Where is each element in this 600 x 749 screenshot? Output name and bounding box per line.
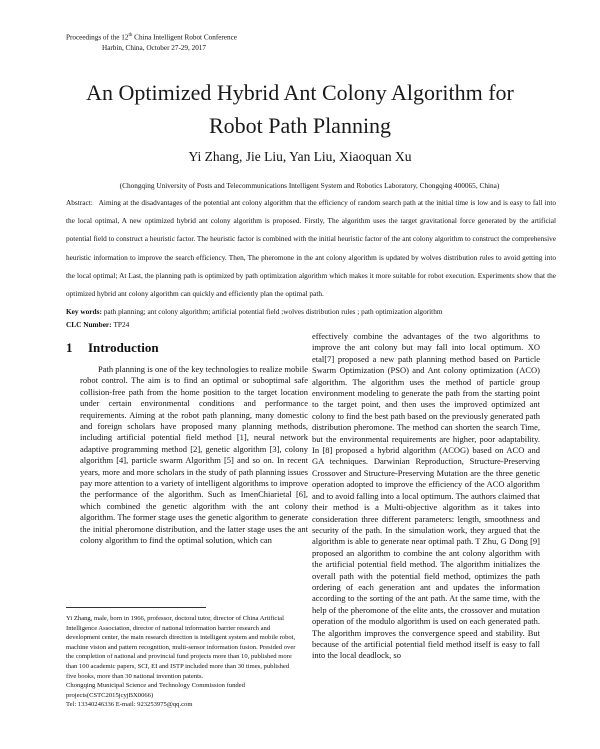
funding-note: Chongqing Municipal Science and Technology Commission funded projects(CSTC2015jcyjBX0066): [66, 682, 245, 699]
intro-paragraph-continued: effectively combine the advantages of the two algorithms to improve the ant colony but may fall into local optimum. XO etal[7] proposed a new path planning method based on Particle Swarm Optimization (PSO) and Ant colony optimization (ACO) algorithm. The algorithm uses the method of particle group environment modeling to generate the path from the starting point to the target point, and then uses the improved optimized ant colony to find the best path based on the previously generated path distribution pheromone. The method can shorten the search Time, but the environmental requirements are higher, poor adaptability. In [8] proposed a hybrid algorithm (ACOG) based on ACO and GA techniques. Darwinian Reproduction, Structure-Preserving Crossover and Structure-Preserving Mutation are the three genetic operation adopted to improve the efficiency of the ACO algorithm and to avoid falling into a local optimum. The authors claimed that their method is a Multi-objective algorithm as it takes into consideration three different parameters: length, smoothness and security of the path. In the simulation work, they argued that the algorithm is able to generate near optimal path. T Zhu, G Dong [9] proposed an algorithm to combine the ant colony algorithm with the artificial potential field method. The algorithm initializes the overall path with the potential field method, optimizes the path ordering of each generation ant and updates the information according to the sorting of the ant path. At the same time, with the help of the pheromone of the elite ants, the crossover and mutation operation of the modulo algorithm is used on each generated path. The algorithm improves the convergence speed and stability. But because of the artificial potential field method itself is easy to fall into the local deadlock, so: [312, 331, 540, 661]
proceedings-name: Proceedings of the 12th China Intelligent Robot Conference: [66, 33, 237, 42]
title-line-1: An Optimized Hybrid Ant Colony Algorithm for: [86, 80, 514, 105]
footnote-divider: [66, 607, 206, 608]
clc-number: [66, 320, 129, 329]
keywords: [66, 303, 556, 321]
section-number: 1: [66, 340, 73, 355]
proceedings-location-date: Harbin, China, October 27-29, 2017: [102, 44, 206, 53]
author-bio: Yi Zhang, male, born in 1966, professor, doctoral tutor, director of China Artificial Intelligence Association, director of national information barrier research and development center, the main research direction is intelligent system and mobile robot, machine vision and pattern recognition, multi-sensor information fusion. Presided over the completion of national and provincial fund projects more than 10, published more than 100 academic papers, SCI, EI and ISTP included more than 30 times, published five books, more than 30 national invention patents.: [66, 615, 296, 680]
abstract-text: Aiming at the disadvantages of the potential ant colony algorithm that the efficiency of random search path at the initial time is low and is easy to fall into the local optimal, A new optimized hybrid ant colony algorithm is proposed. Firstly, The algorithm uses the target gravitational force generated by the artificial potential field to construct a heuristic factor. The heuristic factor is combined with the initial heuristic factor of the ant colony algorithm to construct the comprehensive heuristic information to improve the search efficiency. Then, The pheromone in the ant colony algorithm is updated by wolves distribution rules to avoid getting into the local optimal; At Last, the planning path is optimized by path optimization algorithm which makes it more suitable for robot execution. Experiments show that the optimized hybrid ant colony algorithm can quickly and efficiently plan the optimal path.: [66, 198, 556, 299]
affiliation: (Chongqing University of Posts and Telecommunications Intelligent System and Robotics Laboratory, Chongqing 400065, China): [119, 181, 500, 190]
abstract-label: Abstract:: [66, 198, 93, 207]
abstract: [66, 194, 556, 303]
proceedings-header: [66, 30, 237, 54]
authors: Yi Zhang, Jie Liu, Yan Liu, Xiaoquan Xu: [188, 149, 412, 164]
section-heading: [66, 340, 159, 356]
contact-info: Tel: 13340246336 E-mail: 923253975@qq.com: [66, 701, 193, 709]
intro-paragraph: Path planning is one of the key technologies to realize mobile robot control. The aim is to find an optimal or suboptimal safe collision-free path from the home position to the target location under certain environmental conditions and performance requirements. Aiming at the robot path planning, many domestic and foreign scholars have proposed many planning methods, including artificial potential field method [1], neural network adaptive programming method [2], genetic algorithm [3], colony algorithm [4], particle swarm Algorithm [5] and so on. In recent years, more and more scholars in the study of path planning issues pay more attention to a variety of intelligent algorithms to improve the performance of the algorithm. Such as ImenChiarietal [6], which combined the genetic algorithm with the ant colony algorithm. The former stage uses the genetic algorithm to generate the initial pheromone distribution, and the latter stage uses the ant colony algorithm to find the optimal solution, which can: [80, 364, 308, 546]
clc-value: TP24: [113, 320, 130, 329]
right-column: [312, 331, 540, 662]
title-line-2: Robot Path Planning: [208, 113, 392, 138]
keywords-label: Key words:: [66, 307, 102, 316]
keywords-text: path planning; ant colony algorithm; artificial potential field ;wolves distribution rules ; path optimization algorithm: [103, 307, 443, 316]
left-column: [80, 364, 308, 547]
footnote: [66, 614, 296, 710]
clc-label: CLC Number:: [66, 320, 112, 329]
paper-title: [0, 76, 600, 142]
section-title: Introduction: [88, 340, 159, 355]
